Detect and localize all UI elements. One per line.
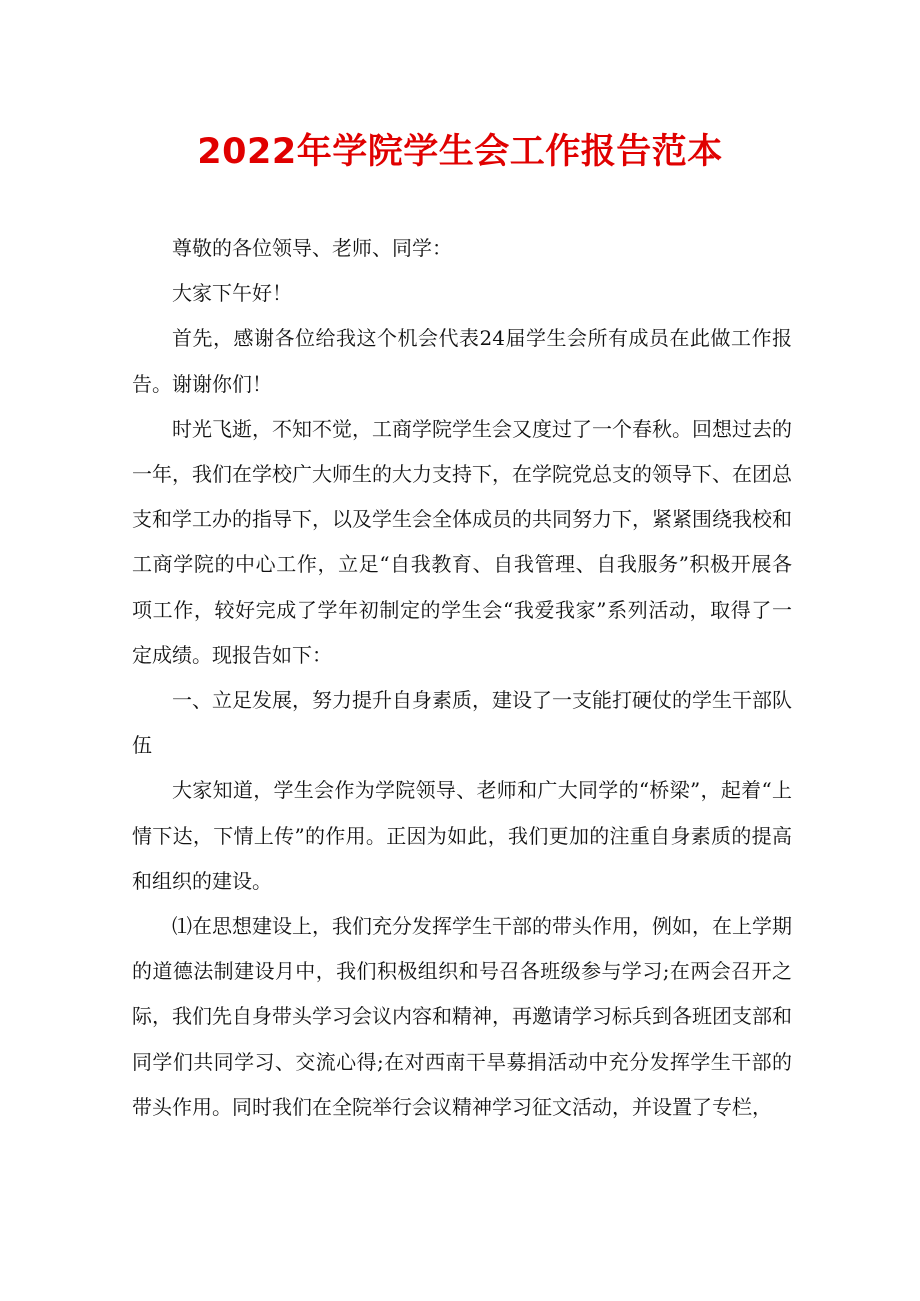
paragraph-thanks: 首先，感谢各位给我这个机会代表24届学生会所有成员在此做工作报告。谢谢你们！ xyxy=(132,326,792,396)
paragraph-bridge-role: 大家知道，学生会作为学院领导、老师和广大同学的“桥梁”，起着“上情下达，下情上传”的作用。正因为如此，我们更加的注重自身素质的提高和组织的建设。 xyxy=(132,778,792,893)
paragraph-review: 时光飞逝，不知不觉，工商学院学生会又度过了一个春秋。回想过去的一年，我们在学校广大师生的大力支持下，在学院党总支的领导下、在团总支和学工办的指导下，以及学生会全体成员的共同努力下，紧紧围绕我校和工商学院的中心工作，立足“自我教育、自我管理、自我服务”积极开展各项工作，较好完成了学年初制定的学生会“我爱我家”系列活动，取得了一定成绩。现报告如下： xyxy=(132,416,792,667)
document-body xyxy=(132,226,792,1130)
greeting: 大家下午好！ xyxy=(172,281,292,306)
section-heading-1: 一、立足发展，努力提升自身素质，建设了一支能打硬仗的学生干部队伍 xyxy=(132,688,792,758)
paragraph-ideological-building: ⑴在思想建设上，我们充分发挥学生干部的带头作用，例如，在上学期的道德法制建设月中，我们积极组织和号召各班级参与学习;在两会召开之际，我们先自身带头学习会议内容和精神，再邀请学习标兵到各班团支部和同学们共同学习、交流心得;在对西南干旱募捐活动中充分发挥学生干部的带头作用。同时我们在全院举行会议精神学习征文活动，并设置了专栏， xyxy=(132,914,792,1119)
document-title: 2022年学院学生会工作报告范本 xyxy=(197,132,723,172)
salutation: 尊敬的各位领导、老师、同学： xyxy=(172,236,452,260)
